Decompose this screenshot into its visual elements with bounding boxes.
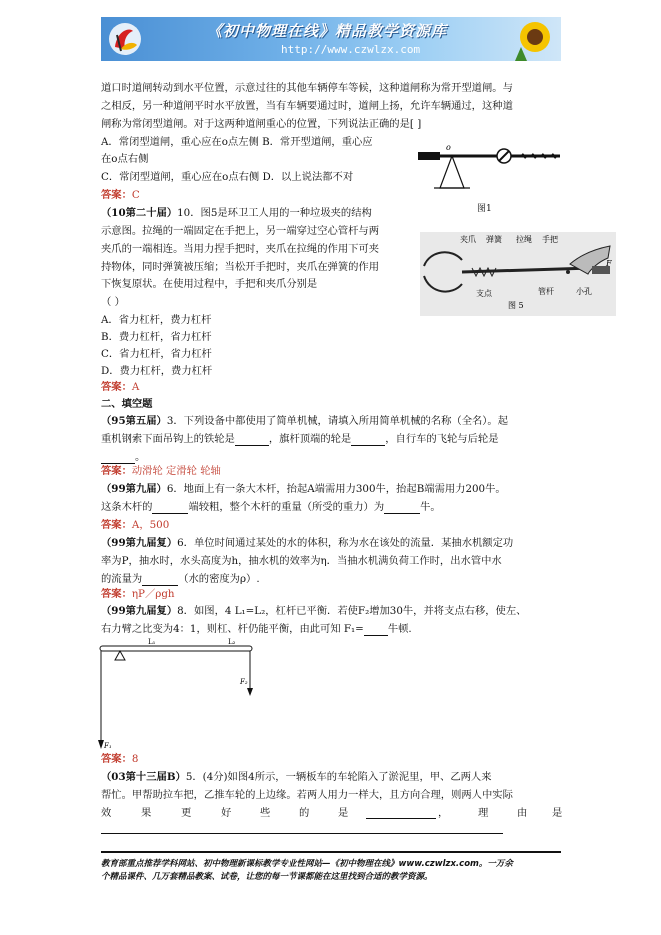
fig5-label-rope: 拉绳: [516, 235, 532, 244]
banner-url[interactable]: http://www.czwlzx.com: [281, 43, 421, 56]
q-top-line3: 闸称为常闭型道闸。对于这两种道闸重心的位置，下列说法正确的是[ ]: [101, 118, 422, 130]
q99c-line1: （99第九届复）8．如图，4 L₁=L₂，杠杆已平衡．若使F₂增加30牛，并将支点右移，使左、: [101, 605, 527, 617]
fig5-label-spring: 弹簧: [486, 235, 502, 244]
q03-char: 是: [338, 807, 349, 819]
q03-char: 果: [141, 807, 152, 819]
q-top-option-a-cont: 在o点右侧: [101, 153, 149, 165]
q99b-line3: 的流量为 （水的密度为ρ）.: [101, 573, 260, 585]
figure-1-caption: 图1: [477, 204, 492, 214]
q10-option-d: D．费力杠杆，费力杠杆: [101, 365, 213, 377]
q-top-line2: 之相反，另一种道闸平时水平放置，当有车辆要通过时，道闸上扬，允许车辆通过，这种道: [101, 100, 513, 112]
q-top-option-a: A．常闭型道闸，重心应在o点左侧 B．常开型道闸，重心应: [101, 136, 373, 148]
q10-line3: 夹爪的一端相连。当用力捏手把时，夹爪在拉绳的作用下可夹: [101, 243, 380, 255]
q10-answer: 答案：A: [101, 381, 140, 393]
footer-line2: 个精品课件、几万套精品教案、试卷，让您的每一节课都能在这里找到合适的教学资源。: [101, 872, 433, 882]
fig5-caption: 图 5: [508, 301, 524, 310]
site-logo-icon: [107, 21, 143, 57]
q03-char: 更: [181, 807, 192, 819]
figure-lever: [98, 638, 258, 750]
fig5-label-claw: 夹爪: [460, 235, 476, 244]
q03-char: 是: [552, 807, 563, 819]
q99b-answer: 答案：ηP／ρgh: [101, 588, 175, 600]
q10-option-c: C．省力杠杆，省力杠杆: [101, 348, 212, 360]
q10-option-a: A．省力杠杆，费力杠杆: [101, 314, 212, 326]
q03-char: 的: [299, 807, 310, 819]
lever-label-f2: F₂: [240, 678, 248, 686]
q99a-line1: （99第九届）6．地面上有一条大木杆，抬起A端需用力300牛，抬起B端需用力200牛。: [101, 483, 506, 495]
svg-text:o: o: [446, 143, 451, 152]
q99b-line2: 率为P，抽水时，水头高度为h，抽水机的效率为η．当抽水机满负荷工作时，出水管中水: [101, 555, 502, 567]
fig5-label-handle: 手把: [542, 235, 558, 244]
footer-divider: [101, 851, 561, 853]
q03-char: ，: [438, 807, 449, 819]
lever-label-l1: L₁: [148, 638, 156, 646]
q99a-line2: 这条木杆的 端较粗，整个木杆的重量（所受的重力）为 牛。: [101, 501, 441, 513]
q03-char: 由: [517, 807, 528, 819]
figure-barrier-gate: [414, 140, 564, 196]
q10-line1: （10第二十届）10．图5是环卫工人用的一种垃圾夹的结构: [101, 207, 372, 219]
banner-title: 《初中物理在线》精品教学资源库: [207, 22, 448, 40]
q99c-line2: 右力臂之比变为4：1，则杠、杆仍能平衡，由此可知 F₁= 牛顿.: [101, 623, 412, 635]
lever-label-l2: L₂: [228, 638, 236, 646]
q95-line2: 重机钢索下面吊钩上的铁轮是 ，旗杆顶端的轮是 ，自行车的飞轮与后轮是: [101, 433, 499, 445]
q95-line1: （95第五届）3．下列设备中都使用了简单机械，请填入所用简单机械的名称（全名）。起: [101, 415, 509, 427]
fig5-label-force: F: [606, 259, 612, 268]
q03-line2: 帮忙。甲帮助拉车把，乙推车轮的上边缘。若两人用力一样大，且方向合理，则两人中实际: [101, 789, 513, 801]
q03-char: 些: [260, 807, 271, 819]
q03-answer-line: [101, 833, 503, 834]
q10-line4: 持物体，同时弹簧被压缩；当松开手把时，夹爪在弹簧的作用: [101, 261, 380, 273]
q99a-answer: 答案：A，500: [101, 519, 170, 531]
footer-line1: 教育部重点推荐学科网站、初中物理新课标教学专业性网站—《初中物理在线》www.czwlzx.com。一万余: [101, 859, 513, 869]
fig5-label-fulcrum: 支点: [476, 289, 492, 298]
q10-option-b: B．费力杠杆，省力杠杆: [101, 331, 212, 343]
fig5-label-tube: 管杆: [538, 287, 554, 296]
q03-char: 理: [478, 807, 489, 819]
q03-line1: （03第十三届B）5．(4分)如图4所示，一辆板车的车轮陷入了淤泥里，甲、乙两人来: [101, 771, 492, 783]
q10-line2: 示意图。拉绳的一端固定在手把上，另一端穿过空心管杆与两: [101, 225, 380, 237]
q10-paren: （ ）: [101, 296, 125, 308]
lever-label-f1: F₁: [104, 742, 112, 750]
q99b-line1: （99第九届复）6．单位时间通过某处的水的体积，称为水在该处的流量．某抽水机额定功: [101, 537, 514, 549]
q10-line5: 下恢复原状。在使用过程中，手把和夹爪分别是: [101, 278, 318, 290]
figure-trash-grabber: [420, 232, 616, 316]
q-top-option-c: C．常闭型道闸，重心应在o点右侧 D．以上说法都不对: [101, 171, 354, 183]
q-top-answer: 答案：C: [101, 189, 140, 201]
q-top-line1: 道口时道闸转动到水平位置，示意过往的其他车辆停车等候，这种道闸称为常开型道闸。与: [101, 82, 513, 94]
q95-line3: 。: [101, 451, 145, 464]
section-fill-in: 二、填空题: [101, 398, 153, 410]
q03-char: 好: [221, 807, 232, 819]
sunflower-icon: [505, 17, 555, 61]
q03-char: 效: [101, 807, 112, 819]
q99c-answer: 答案：8: [101, 753, 139, 765]
q95-answer: 答案：动滑轮 定滑轮 轮轴: [101, 465, 221, 477]
site-banner: [101, 17, 561, 61]
fig5-label-hole: 小孔: [576, 287, 592, 296]
